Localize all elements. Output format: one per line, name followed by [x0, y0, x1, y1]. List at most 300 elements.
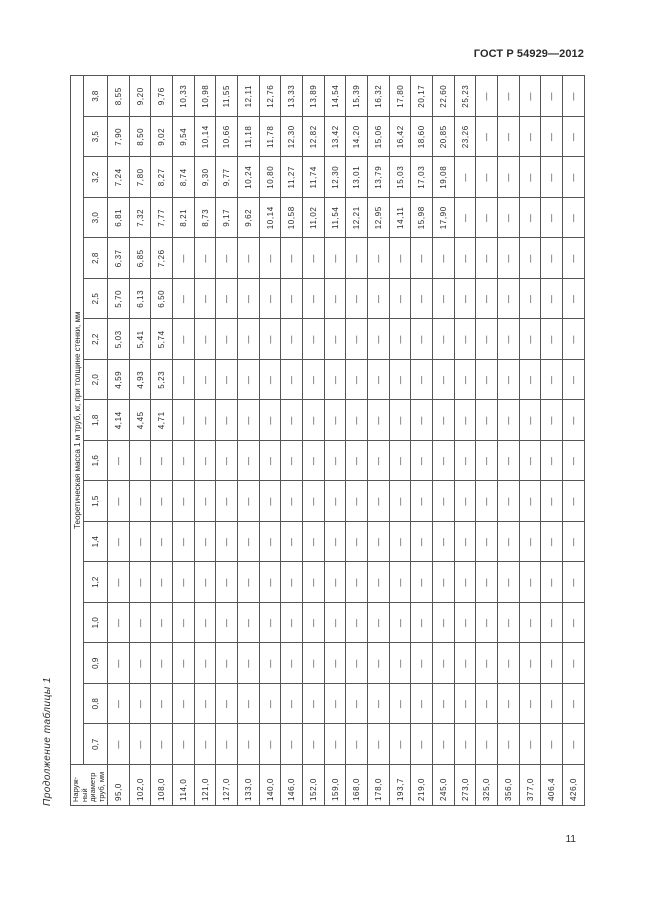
mass-value-cell: — — [498, 117, 520, 158]
mass-value-cell: — — [151, 724, 173, 765]
mass-value-cell: — — [303, 279, 325, 320]
mass-value-cell: — — [281, 238, 303, 279]
mass-value-cell: 7,77 — [151, 198, 173, 239]
table-row — [476, 76, 498, 806]
mass-value-cell: — — [541, 117, 563, 158]
mass-value-cell: — — [454, 157, 476, 198]
mass-value-cell: — — [151, 643, 173, 684]
mass-value-cell: — — [411, 279, 433, 320]
mass-value-cell: — — [563, 198, 585, 239]
mass-value-cell: — — [238, 562, 260, 603]
mass-value-cell: — — [173, 643, 195, 684]
mass-value-cell: — — [563, 238, 585, 279]
mass-value-cell: — — [303, 319, 325, 360]
mass-value-cell: — — [281, 441, 303, 482]
mass-value-cell: — — [454, 522, 476, 563]
mass-value-cell: — — [173, 238, 195, 279]
mass-value-cell: — — [259, 238, 281, 279]
mass-value-cell: — — [454, 360, 476, 401]
mass-value-cell: — — [541, 319, 563, 360]
mass-value-cell: — — [173, 279, 195, 320]
mass-value-cell: — — [519, 76, 541, 117]
mass-value-cell: — — [129, 522, 151, 563]
mass-value-cell: — — [259, 400, 281, 441]
mass-value-cell: — — [194, 562, 216, 603]
table-row — [433, 76, 455, 806]
mass-value-cell: — — [259, 724, 281, 765]
mass-value-cell: — — [108, 643, 130, 684]
mass-value-cell: 11,18 — [238, 117, 260, 158]
table-row — [389, 76, 411, 806]
mass-value-cell: — — [498, 319, 520, 360]
mass-value-cell: 8,50 — [129, 117, 151, 158]
table-row — [216, 76, 238, 806]
mass-value-cell: — — [541, 643, 563, 684]
mass-value-cell: — — [346, 481, 368, 522]
thickness-header-cell: 1,2 — [84, 562, 108, 603]
mass-value-cell: — — [498, 603, 520, 644]
mass-value-cell: 6,85 — [129, 238, 151, 279]
diameter-cell: 325,0 — [476, 765, 498, 806]
mass-value-cell: — — [454, 643, 476, 684]
mass-value-cell: — — [346, 562, 368, 603]
mass-value-cell: — — [498, 481, 520, 522]
mass-value-cell: — — [498, 724, 520, 765]
table-row — [259, 76, 281, 806]
mass-value-cell: 7,24 — [108, 157, 130, 198]
diameter-cell: 133,0 — [238, 765, 260, 806]
mass-value-cell: — — [238, 684, 260, 725]
mass-value-cell: — — [411, 360, 433, 401]
mass-value-cell: — — [216, 643, 238, 684]
mass-value-cell: — — [259, 522, 281, 563]
mass-value-cell: — — [541, 157, 563, 198]
thickness-header-cell: 0,9 — [84, 643, 108, 684]
mass-value-cell: — — [389, 319, 411, 360]
mass-value-cell: 14,20 — [346, 117, 368, 158]
mass-value-cell: 5,41 — [129, 319, 151, 360]
mass-value-cell: — — [194, 643, 216, 684]
mass-value-cell: 5,23 — [151, 360, 173, 401]
thickness-header-row — [84, 76, 108, 806]
mass-value-cell: 15,06 — [368, 117, 390, 158]
mass-value-cell: — — [238, 522, 260, 563]
mass-value-cell: — — [433, 481, 455, 522]
mass-value-cell: 18,60 — [411, 117, 433, 158]
diameter-cell: 426,0 — [563, 765, 585, 806]
mass-value-cell: — — [433, 684, 455, 725]
mass-value-cell: — — [238, 643, 260, 684]
mass-value-cell: — — [411, 522, 433, 563]
mass-value-cell: — — [433, 400, 455, 441]
mass-value-cell: — — [129, 481, 151, 522]
mass-value-cell: — — [498, 400, 520, 441]
mass-value-cell: 17,90 — [433, 198, 455, 239]
mass-value-cell: — — [411, 238, 433, 279]
pipe-mass-table — [70, 75, 585, 806]
mass-value-cell: — — [346, 279, 368, 320]
table-row — [281, 76, 303, 806]
mass-value-cell: — — [346, 643, 368, 684]
mass-value-cell: — — [541, 441, 563, 482]
mass-value-cell: 19,08 — [433, 157, 455, 198]
mass-value-cell: — — [194, 279, 216, 320]
mass-value-cell: 8,27 — [151, 157, 173, 198]
mass-value-cell: — — [411, 400, 433, 441]
mass-value-cell: — — [498, 360, 520, 401]
diameter-cell: 219,0 — [411, 765, 433, 806]
mass-value-cell: — — [454, 724, 476, 765]
mass-value-cell: — — [476, 400, 498, 441]
mass-value-cell: — — [151, 684, 173, 725]
mass-value-cell: — — [454, 562, 476, 603]
mass-value-cell: — — [194, 360, 216, 401]
table-row — [324, 76, 346, 806]
mass-value-cell: — — [259, 360, 281, 401]
mass-value-cell: — — [216, 562, 238, 603]
mass-value-cell: — — [346, 724, 368, 765]
table-row — [563, 76, 585, 806]
thickness-header-cell: 3,5 — [84, 117, 108, 158]
mass-value-cell: — — [303, 603, 325, 644]
mass-value-cell: — — [541, 603, 563, 644]
mass-value-cell: 10,33 — [173, 76, 195, 117]
mass-value-cell: — — [346, 603, 368, 644]
mass-value-cell: — — [563, 562, 585, 603]
mass-value-cell: — — [541, 279, 563, 320]
mass-value-cell: — — [129, 441, 151, 482]
mass-value-cell: — — [173, 684, 195, 725]
mass-value-cell: — — [368, 441, 390, 482]
mass-value-cell: — — [498, 441, 520, 482]
mass-value-cell: — — [303, 238, 325, 279]
mass-value-cell: 11,54 — [324, 198, 346, 239]
diameter-cell: 178,0 — [368, 765, 390, 806]
mass-value-cell: — — [303, 400, 325, 441]
diameter-cell: 146,0 — [281, 765, 303, 806]
mass-value-cell: 15,03 — [389, 157, 411, 198]
mass-value-cell: — — [389, 360, 411, 401]
mass-value-cell: 10,98 — [194, 76, 216, 117]
mass-value-cell: — — [108, 684, 130, 725]
mass-value-cell: 10,80 — [259, 157, 281, 198]
mass-value-cell: 12,30 — [324, 157, 346, 198]
mass-value-cell: — — [194, 522, 216, 563]
mass-value-cell: — — [281, 279, 303, 320]
table-row — [303, 76, 325, 806]
mass-value-cell: — — [281, 684, 303, 725]
mass-value-cell: — — [129, 562, 151, 603]
mass-value-cell: — — [346, 522, 368, 563]
mass-value-cell: — — [454, 603, 476, 644]
thickness-header-cell: 3,0 — [84, 198, 108, 239]
mass-value-cell: 10,14 — [194, 117, 216, 158]
table-continuation-caption: Продолжение таблицы 1 — [42, 676, 53, 806]
mass-value-cell: — — [433, 643, 455, 684]
mass-value-cell: — — [454, 441, 476, 482]
mass-value-cell: — — [324, 562, 346, 603]
mass-value-cell: — — [476, 684, 498, 725]
mass-value-cell: — — [541, 76, 563, 117]
mass-value-cell: — — [498, 198, 520, 239]
mass-value-cell: 8,21 — [173, 198, 195, 239]
mass-value-cell: — — [324, 684, 346, 725]
mass-value-cell: 5,70 — [108, 279, 130, 320]
diameter-cell: 121,0 — [194, 765, 216, 806]
mass-value-cell: 4,14 — [108, 400, 130, 441]
mass-value-cell: — — [238, 279, 260, 320]
mass-value-cell: — — [411, 562, 433, 603]
mass-value-cell: — — [151, 562, 173, 603]
mass-value-cell: — — [151, 481, 173, 522]
mass-value-cell: — — [259, 279, 281, 320]
mass-value-cell: 12,21 — [346, 198, 368, 239]
mass-value-cell: — — [411, 684, 433, 725]
mass-value-cell: — — [238, 481, 260, 522]
thickness-header-cell: 0,7 — [84, 724, 108, 765]
mass-value-cell: — — [389, 238, 411, 279]
mass-value-cell: — — [173, 522, 195, 563]
mass-value-cell: — — [173, 724, 195, 765]
mass-value-cell: — — [324, 360, 346, 401]
diameter-cell: 140,0 — [259, 765, 281, 806]
mass-value-cell: — — [303, 684, 325, 725]
mass-value-cell: — — [303, 562, 325, 603]
mass-value-cell: — — [433, 603, 455, 644]
mass-value-cell: — — [563, 76, 585, 117]
mass-value-cell: — — [216, 603, 238, 644]
diameter-cell: 273,0 — [454, 765, 476, 806]
mass-value-cell: 15,98 — [411, 198, 433, 239]
mass-value-cell: — — [368, 522, 390, 563]
mass-value-cell: — — [476, 603, 498, 644]
mass-value-cell: — — [259, 562, 281, 603]
mass-value-cell: — — [259, 684, 281, 725]
table-row — [238, 76, 260, 806]
mass-value-cell: — — [324, 643, 346, 684]
mass-value-cell: — — [346, 360, 368, 401]
mass-value-cell: 12,82 — [303, 117, 325, 158]
thickness-header-cell: 3,2 — [84, 157, 108, 198]
mass-value-cell: — — [238, 360, 260, 401]
mass-value-cell: — — [433, 562, 455, 603]
mass-value-cell: — — [563, 603, 585, 644]
diameter-cell: 127,0 — [216, 765, 238, 806]
mass-value-cell: — — [151, 603, 173, 644]
mass-value-cell: 12,76 — [259, 76, 281, 117]
mass-value-cell: — — [541, 198, 563, 239]
mass-value-cell: — — [563, 643, 585, 684]
mass-value-cell: — — [541, 562, 563, 603]
mass-value-cell: 7,80 — [129, 157, 151, 198]
mass-value-cell: — — [303, 522, 325, 563]
mass-value-cell: 6,13 — [129, 279, 151, 320]
mass-value-cell: — — [259, 319, 281, 360]
mass-value-cell: — — [541, 400, 563, 441]
mass-value-cell: — — [216, 684, 238, 725]
mass-value-cell: 12,11 — [238, 76, 260, 117]
thickness-header-cell: 2,8 — [84, 238, 108, 279]
table-row — [411, 76, 433, 806]
mass-value-cell: — — [324, 522, 346, 563]
mass-value-cell: — — [346, 238, 368, 279]
thickness-header-cell: 3,8 — [84, 76, 108, 117]
mass-value-cell: — — [238, 441, 260, 482]
mass-value-cell: — — [151, 522, 173, 563]
mass-value-cell: 6,50 — [151, 279, 173, 320]
mass-value-cell: — — [519, 522, 541, 563]
mass-value-cell: — — [476, 643, 498, 684]
mass-value-cell: 10,24 — [238, 157, 260, 198]
mass-value-cell: — — [433, 724, 455, 765]
mass-value-cell: — — [238, 238, 260, 279]
diameter-column-header: Наруж-ный диаметр труб, мм — [71, 765, 108, 806]
mass-value-cell: — — [216, 724, 238, 765]
mass-value-cell: 9,02 — [151, 117, 173, 158]
mass-value-cell: — — [498, 238, 520, 279]
mass-value-cell: — — [368, 481, 390, 522]
mass-value-cell: — — [519, 198, 541, 239]
mass-value-cell: — — [541, 481, 563, 522]
thickness-header-cell: 2,0 — [84, 360, 108, 401]
mass-value-cell: — — [389, 684, 411, 725]
mass-value-cell: — — [563, 441, 585, 482]
mass-value-cell: — — [498, 643, 520, 684]
mass-value-cell: — — [216, 400, 238, 441]
mass-value-cell: — — [324, 400, 346, 441]
mass-value-cell: — — [281, 319, 303, 360]
mass-value-cell: 7,32 — [129, 198, 151, 239]
mass-value-cell: — — [498, 684, 520, 725]
mass-value-cell: 20,85 — [433, 117, 455, 158]
mass-value-cell: 14,11 — [389, 198, 411, 239]
mass-value-cell: 25,23 — [454, 76, 476, 117]
diameter-cell: 152,0 — [303, 765, 325, 806]
mass-value-cell: 6,37 — [108, 238, 130, 279]
mass-value-cell: 13,01 — [346, 157, 368, 198]
mass-value-cell: — — [476, 238, 498, 279]
table-row — [541, 76, 563, 806]
table-row — [454, 76, 476, 806]
mass-value-cell: 17,80 — [389, 76, 411, 117]
mass-value-cell: — — [346, 400, 368, 441]
mass-value-cell: — — [108, 562, 130, 603]
mass-value-cell: — — [411, 319, 433, 360]
thickness-header-cell: 0,8 — [84, 684, 108, 725]
table-row — [129, 76, 151, 806]
mass-value-cell: — — [498, 279, 520, 320]
mass-value-cell: — — [541, 684, 563, 725]
mass-value-cell: 5,03 — [108, 319, 130, 360]
mass-value-cell: — — [411, 481, 433, 522]
mass-value-cell: — — [194, 724, 216, 765]
mass-value-cell: — — [389, 481, 411, 522]
mass-value-cell: — — [476, 360, 498, 401]
mass-value-cell: — — [476, 279, 498, 320]
mass-value-cell: — — [368, 684, 390, 725]
mass-value-cell: — — [476, 441, 498, 482]
mass-value-cell: 9,54 — [173, 117, 195, 158]
mass-value-cell: — — [108, 603, 130, 644]
mass-value-cell: — — [411, 603, 433, 644]
mass-value-cell: — — [194, 238, 216, 279]
mass-value-cell: — — [541, 238, 563, 279]
mass-value-cell: — — [303, 643, 325, 684]
mass-value-cell: — — [368, 643, 390, 684]
mass-value-cell: 13,79 — [368, 157, 390, 198]
mass-value-cell: — — [519, 238, 541, 279]
mass-value-cell: 17,03 — [411, 157, 433, 198]
mass-value-cell: — — [476, 319, 498, 360]
table-row — [194, 76, 216, 806]
mass-value-cell: 8,74 — [173, 157, 195, 198]
mass-value-cell: — — [563, 684, 585, 725]
mass-value-cell: — — [108, 481, 130, 522]
mass-value-cell: — — [324, 279, 346, 320]
mass-value-cell: — — [541, 724, 563, 765]
mass-value-cell: 7,90 — [108, 117, 130, 158]
mass-value-cell: — — [433, 360, 455, 401]
mass-value-cell: — — [194, 441, 216, 482]
table-row — [368, 76, 390, 806]
mass-value-cell: — — [368, 724, 390, 765]
rotated-table-area — [42, 76, 585, 806]
mass-value-cell: — — [216, 522, 238, 563]
mass-value-cell: — — [519, 117, 541, 158]
mass-value-cell: — — [433, 522, 455, 563]
table-row — [108, 76, 130, 806]
diameter-cell: 377,0 — [519, 765, 541, 806]
mass-value-cell: — — [173, 481, 195, 522]
mass-value-cell: — — [389, 643, 411, 684]
diameter-cell: 193,7 — [389, 765, 411, 806]
mass-value-cell: — — [238, 319, 260, 360]
mass-value-cell: — — [368, 562, 390, 603]
mass-value-cell: — — [519, 603, 541, 644]
mass-value-cell: — — [389, 522, 411, 563]
mass-value-cell: — — [216, 441, 238, 482]
diameter-cell: 95,0 — [108, 765, 130, 806]
mass-value-cell: 4,93 — [129, 360, 151, 401]
mass-value-cell: — — [454, 319, 476, 360]
mass-value-cell: — — [238, 400, 260, 441]
mass-value-cell: — — [519, 360, 541, 401]
mass-value-cell: 4,59 — [108, 360, 130, 401]
diameter-cell: 108,0 — [151, 765, 173, 806]
mass-value-cell: 12,30 — [281, 117, 303, 158]
diameter-cell: 159,0 — [324, 765, 346, 806]
mass-value-cell: — — [519, 400, 541, 441]
mass-value-cell: — — [519, 441, 541, 482]
mass-value-cell: — — [541, 522, 563, 563]
mass-value-cell: — — [368, 279, 390, 320]
mass-value-cell: — — [433, 319, 455, 360]
mass-value-cell: — — [498, 522, 520, 563]
mass-value-cell: — — [389, 562, 411, 603]
mass-value-cell: — — [389, 279, 411, 320]
table-row — [519, 76, 541, 806]
mass-value-cell: 6,81 — [108, 198, 130, 239]
thickness-header-cell: 1,4 — [84, 522, 108, 563]
mass-value-cell: — — [216, 238, 238, 279]
diameter-cell: 102,0 — [129, 765, 151, 806]
mass-value-cell: — — [389, 724, 411, 765]
thickness-header-cell: 2,5 — [84, 279, 108, 320]
mass-value-cell: — — [498, 157, 520, 198]
table-row — [173, 76, 195, 806]
mass-value-cell: — — [476, 724, 498, 765]
mass-value-cell: — — [281, 481, 303, 522]
